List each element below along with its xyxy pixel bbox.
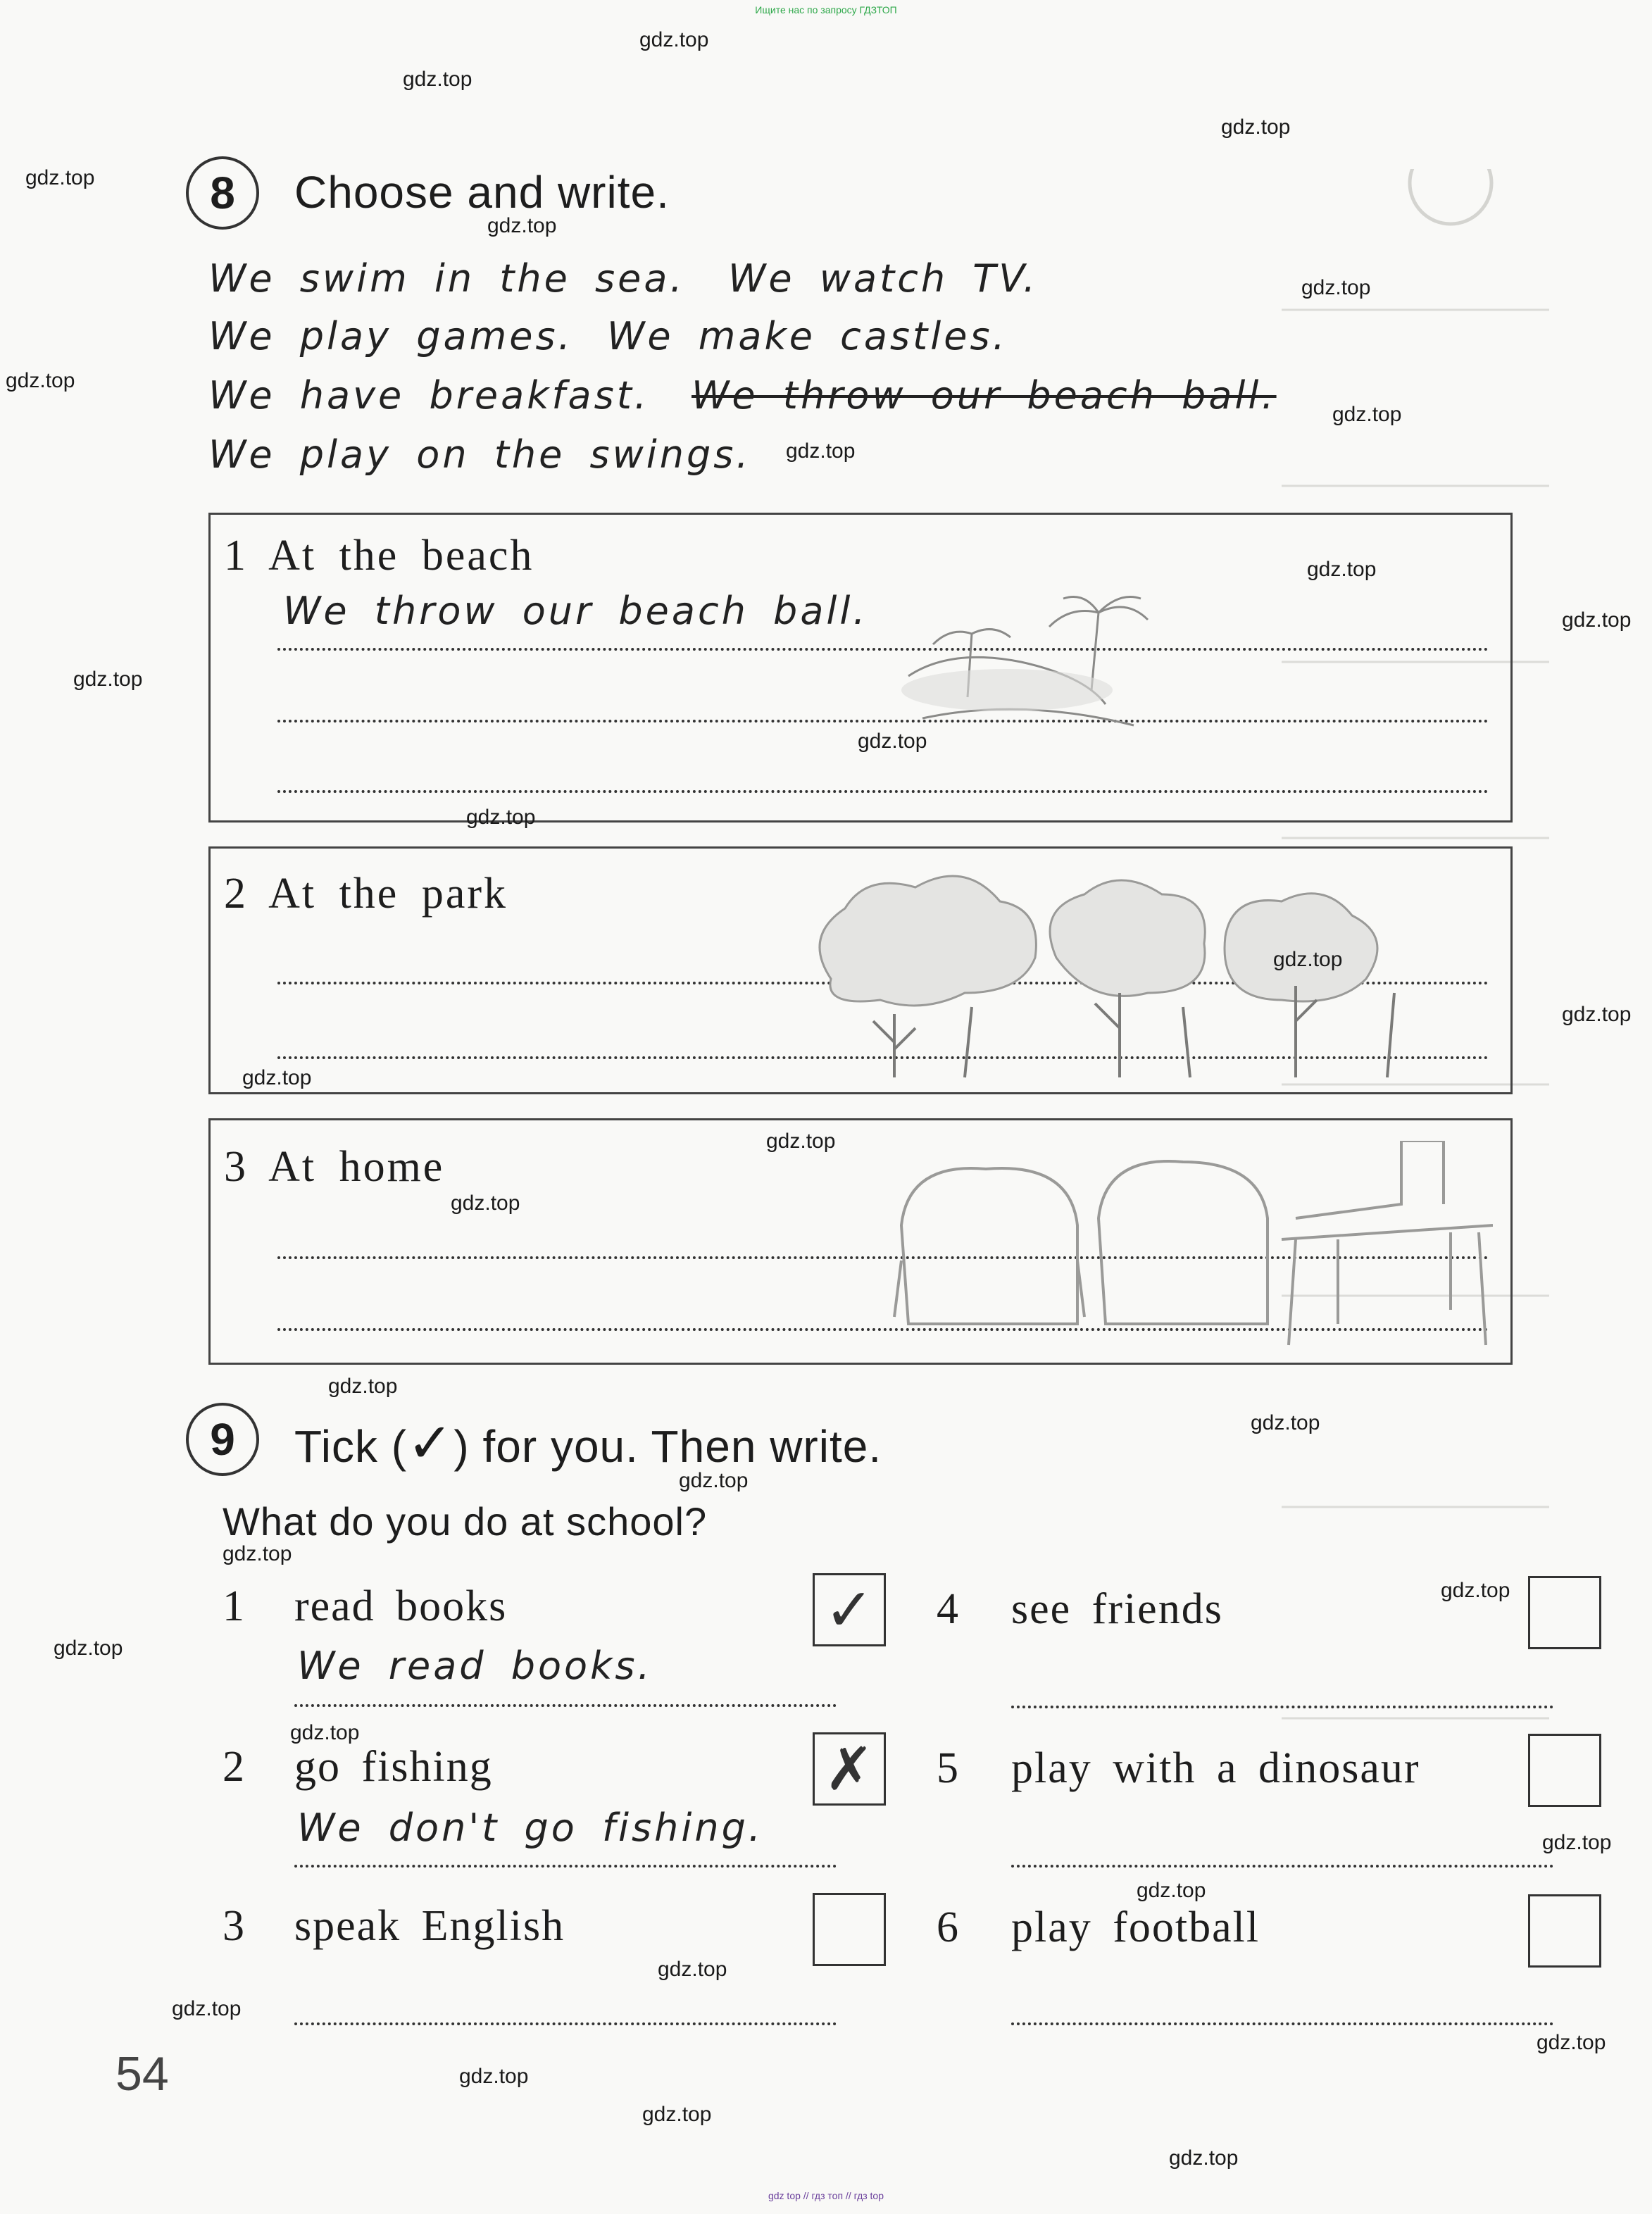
item-2-text: go fishing bbox=[294, 1743, 493, 1791]
watermark: gdz.top bbox=[487, 214, 557, 237]
watermark: gdz.top bbox=[54, 1637, 123, 1660]
item-4-checkbox[interactable] bbox=[1528, 1576, 1601, 1649]
item-3-number: 3 bbox=[223, 1902, 246, 1950]
watermark: gdz.top bbox=[766, 1130, 836, 1153]
watermark: gdz.top bbox=[1542, 1831, 1612, 1854]
option-swings: We play on the swings. bbox=[208, 432, 751, 477]
tick-symbol: ✓ bbox=[407, 1412, 454, 1474]
exercise-8-title: Choose and write. bbox=[294, 167, 670, 218]
watermark: gdz.top bbox=[1221, 115, 1291, 139]
watermark: gdz.top bbox=[451, 1192, 520, 1215]
bottom-banner[interactable]: gdz top // гдз топ // гдз top bbox=[768, 2190, 884, 2201]
option-breakfast: We have breakfast. bbox=[208, 373, 650, 418]
top-banner[interactable]: Ищите нас по запросу ГДЗТОП bbox=[755, 4, 897, 15]
item-6-number: 6 bbox=[937, 1903, 960, 1951]
item-5-line[interactable] bbox=[1011, 1865, 1553, 1868]
item-3-checkbox[interactable] bbox=[813, 1893, 886, 1966]
option-castles: We make castles. bbox=[607, 314, 1008, 358]
option-games: We play games. bbox=[208, 314, 573, 358]
watermark: gdz.top bbox=[642, 2103, 712, 2126]
item-2-checkbox[interactable]: ✗ bbox=[813, 1732, 886, 1806]
exercise-9-number: 9 bbox=[186, 1403, 259, 1476]
exercise-9-title bbox=[294, 1411, 882, 1475]
watermark: gdz.top bbox=[679, 1469, 749, 1492]
option-beach-ball-crossed: We throw our beach ball. bbox=[692, 373, 1277, 418]
item-2-number: 2 bbox=[223, 1743, 246, 1791]
item-4-line[interactable] bbox=[1011, 1706, 1553, 1708]
home-furniture-illustration bbox=[887, 1141, 1493, 1352]
box-beach-answer: We throw our beach ball. bbox=[283, 589, 868, 633]
watermark: gdz.top bbox=[242, 1066, 312, 1089]
item-2-answer: We don't go fishing. bbox=[297, 1806, 764, 1850]
watermark: gdz.top bbox=[786, 439, 856, 463]
watermark: gdz.top bbox=[1562, 608, 1632, 632]
watermark: gdz.top bbox=[290, 1721, 360, 1744]
watermark: gdz.top bbox=[1537, 2031, 1606, 2054]
exercise-9-question: What do you do at school? bbox=[223, 1499, 708, 1544]
watermark: gdz.top bbox=[459, 2065, 529, 2088]
item-1-text: read books bbox=[294, 1582, 508, 1630]
watermark: gdz.top bbox=[466, 806, 536, 829]
watermark: gdz.top bbox=[658, 1958, 727, 1981]
watermark: gdz.top bbox=[1301, 276, 1371, 299]
watermark: gdz.top bbox=[1273, 948, 1343, 971]
box-park-label: 2 At the park bbox=[224, 870, 508, 918]
item-3-text: speak English bbox=[294, 1902, 565, 1950]
watermark: gdz.top bbox=[1251, 1411, 1320, 1434]
watermark: gdz.top bbox=[1169, 2146, 1239, 2170]
option-swim: We swim in the sea. bbox=[208, 256, 685, 301]
item-1-checkbox[interactable]: ✓ bbox=[813, 1573, 886, 1646]
option-tv: We watch TV. bbox=[728, 256, 1039, 301]
box-home-label: 3 At home bbox=[224, 1143, 445, 1191]
item-6-checkbox[interactable] bbox=[1528, 1894, 1601, 1968]
title-part-1: Tick ( bbox=[294, 1421, 408, 1472]
item-3-line[interactable] bbox=[294, 2022, 837, 2025]
item-5-checkbox[interactable] bbox=[1528, 1734, 1601, 1807]
item-4-number: 4 bbox=[937, 1585, 960, 1633]
watermark: gdz.top bbox=[1332, 403, 1402, 426]
item-5-number: 5 bbox=[937, 1744, 960, 1792]
watermark: gdz.top bbox=[403, 68, 473, 91]
line-beach-3[interactable] bbox=[277, 790, 1489, 793]
item-2-line[interactable] bbox=[294, 1865, 837, 1868]
watermark: gdz.top bbox=[1562, 1003, 1632, 1026]
item-1-answer: We read books. bbox=[297, 1644, 653, 1688]
item-6-line[interactable] bbox=[1011, 2022, 1553, 2025]
watermark: gdz.top bbox=[1307, 558, 1377, 581]
item-6-text: play football bbox=[1011, 1903, 1260, 1951]
watermark: gdz.top bbox=[858, 730, 927, 753]
watermark: gdz.top bbox=[1137, 1879, 1206, 1902]
page-number: 54 bbox=[115, 2047, 169, 2101]
watermark: gdz.top bbox=[223, 1542, 292, 1565]
item-5-text: play with a dinosaur bbox=[1011, 1744, 1420, 1792]
watermark: gdz.top bbox=[639, 28, 709, 51]
watermark: gdz.top bbox=[172, 1997, 242, 2020]
exercise-8-number: 8 bbox=[186, 156, 259, 230]
park-trees-illustration bbox=[789, 873, 1479, 1084]
item-4-text: see friends bbox=[1011, 1585, 1223, 1633]
watermark: gdz.top bbox=[1441, 1579, 1510, 1602]
watermark: gdz.top bbox=[328, 1375, 398, 1398]
watermark: gdz.top bbox=[73, 668, 143, 691]
watermark: gdz.top bbox=[6, 369, 75, 392]
box-beach-label: 1 At the beach bbox=[224, 532, 534, 580]
title-part-2: ) for you. Then write. bbox=[453, 1421, 882, 1472]
item-1-number: 1 bbox=[223, 1582, 246, 1630]
item-1-line[interactable] bbox=[294, 1704, 837, 1707]
watermark: gdz.top bbox=[25, 166, 95, 189]
